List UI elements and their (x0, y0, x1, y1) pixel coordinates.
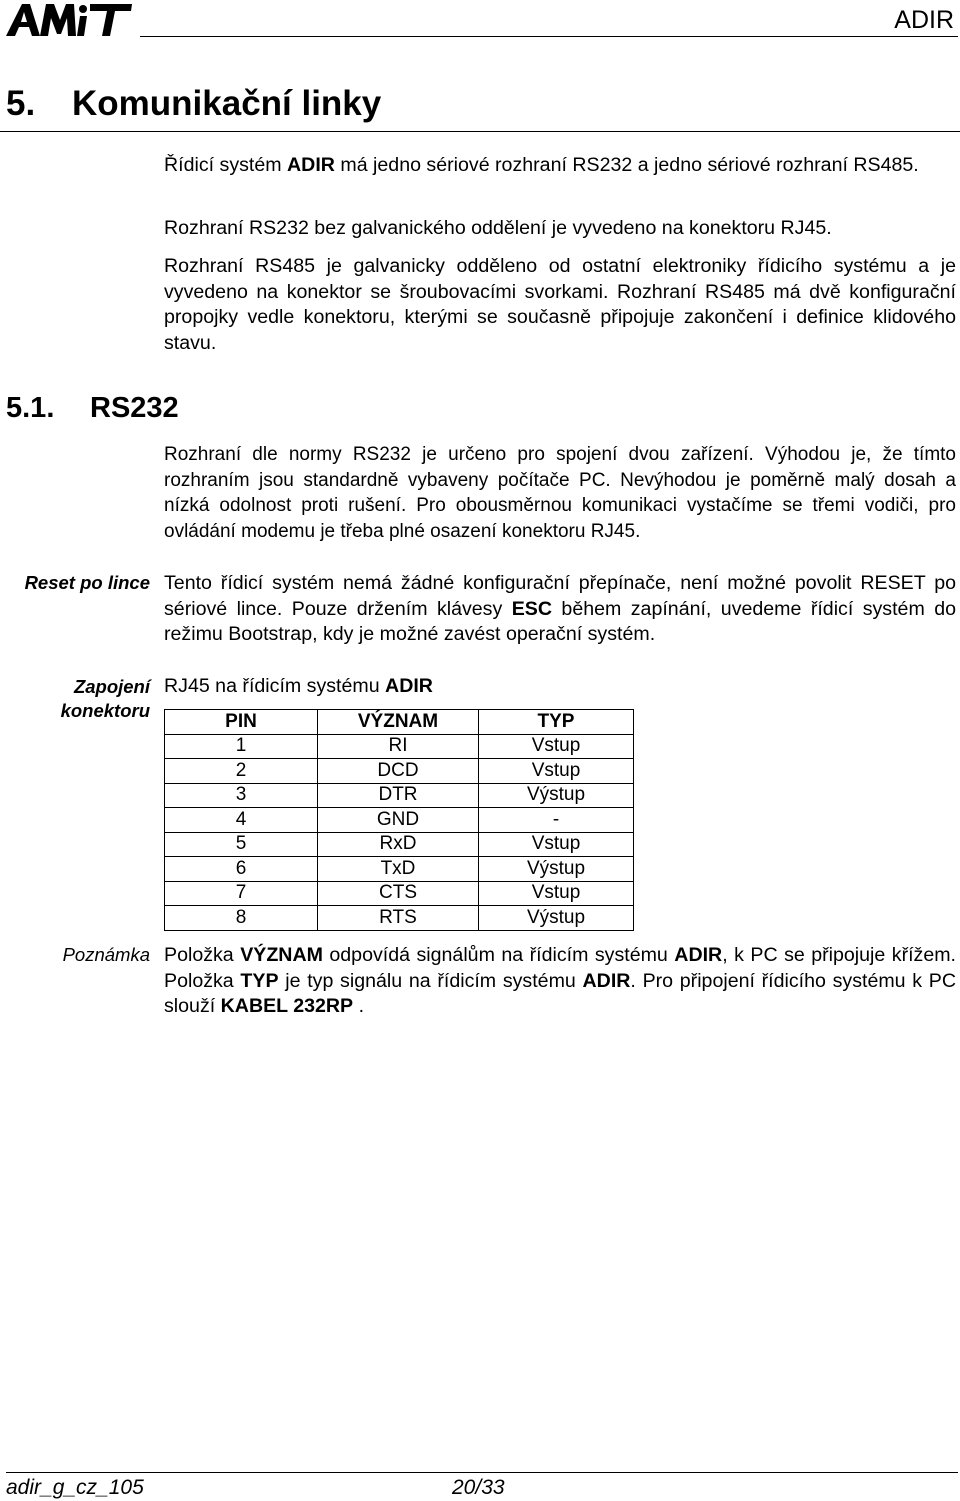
amit-logo-icon (4, 0, 134, 40)
section-heading (6, 392, 179, 425)
table-row (165, 857, 634, 882)
table-row (165, 759, 634, 784)
pin-cell: 3 (165, 783, 318, 808)
pin-cell: 2 (165, 759, 318, 784)
type-cell: Výstup (479, 906, 634, 931)
note-paragraph: Položka VÝZNAM odpovídá signálům na řídicím systému ADIR, k PC se připojuje křížem. Položka TYP je typ signálu na řídicím systému ADIR. Pro připojení řídicího systému k PC slouží KABEL 232RP . (164, 944, 956, 1018)
product-name: ADIR (894, 6, 954, 34)
note-side-label: Poznámka (62, 944, 150, 965)
table-row (165, 734, 634, 759)
chapter-heading (6, 84, 381, 124)
column-header-type: TYP (479, 710, 634, 735)
table-row (165, 783, 634, 808)
intro-paragraph-3: Rozhraní RS485 je galvanicky odděleno od ostatní elektroniky řídicího systému a je vyvedeno na konektor se šroubovacími svorkami. Rozhraní RS485 má dvě konfigurační propojky vedle konektoru, kterými se současně připojuje zakončení i definice klidového stavu. (164, 255, 956, 354)
reset-side-label: Reset po lince (24, 572, 150, 593)
section-number: 5.1. (6, 392, 55, 424)
connector-caption: RJ45 na řídicím systému ADIR (164, 675, 433, 697)
type-cell: - (479, 808, 634, 833)
signal-cell: CTS (318, 881, 479, 906)
type-cell: Výstup (479, 783, 634, 808)
type-cell: Výstup (479, 857, 634, 882)
footer-doc-id: adir_g_cz_105 (6, 1476, 144, 1499)
pin-cell: 8 (165, 906, 318, 931)
table-row (165, 832, 634, 857)
column-header-meaning: VÝZNAM (318, 710, 479, 735)
pin-table (164, 709, 634, 931)
type-cell: Vstup (479, 832, 634, 857)
intro-paragraph-2: Rozhraní RS232 bez galvanického oddělení je vyvedeno na konektoru RJ45. (164, 217, 832, 239)
pin-cell: 5 (165, 832, 318, 857)
section-title: RS232 (90, 392, 179, 424)
type-cell: Vstup (479, 759, 634, 784)
table-row (165, 906, 634, 931)
connector-side-label: Zapojení konektoru (60, 676, 150, 721)
table-row (165, 808, 634, 833)
signal-cell: DCD (318, 759, 479, 784)
pin-cell: 7 (165, 881, 318, 906)
reset-paragraph: Tento řídicí systém nemá žádné konfigurační přepínače, není možné povolit RESET po sériové lince. Pouze držením klávesy ESC během zapínání, uvedeme řídicí systém do režimu Bootstrap, kdy je možné zavést operační systém. (164, 572, 956, 646)
signal-cell: RxD (318, 832, 479, 857)
header-rule (140, 36, 958, 37)
amit-logo (4, 0, 134, 40)
intro-paragraph-1: Řídicí systém ADIR má jedno sériové rozhraní RS232 a jedno sériové rozhraní RS485. (164, 154, 919, 176)
signal-cell: DTR (318, 783, 479, 808)
chapter-number: 5. (6, 84, 36, 123)
section-body: Rozhraní dle normy RS232 je určeno pro spojení dvou zařízení. Výhodou je, že tímto rozhraním jsou standardně vybaveny počítače PC. Nevýhodou je poměrně malý dosah a nízká odolnost proti rušení. Pro obousměrnou komunikaci vystačíme se třemi vodiči, pro ovládání modemu je třeba plné osazení konektoru RJ45. (164, 444, 956, 542)
footer-rule (6, 1472, 958, 1473)
pin-cell: 4 (165, 808, 318, 833)
type-cell: Vstup (479, 881, 634, 906)
chapter-rule (0, 131, 960, 132)
type-cell: Vstup (479, 734, 634, 759)
pin-cell: 1 (165, 734, 318, 759)
signal-cell: RTS (318, 906, 479, 931)
signal-cell: RI (318, 734, 479, 759)
chapter-title: Komunikační linky (72, 84, 382, 123)
pin-cell: 6 (165, 857, 318, 882)
footer-page-number: 20/33 (452, 1476, 505, 1499)
table-row (165, 881, 634, 906)
pin-table-header (165, 710, 634, 735)
signal-cell: GND (318, 808, 479, 833)
signal-cell: TxD (318, 857, 479, 882)
column-header-pin: PIN (165, 710, 318, 735)
